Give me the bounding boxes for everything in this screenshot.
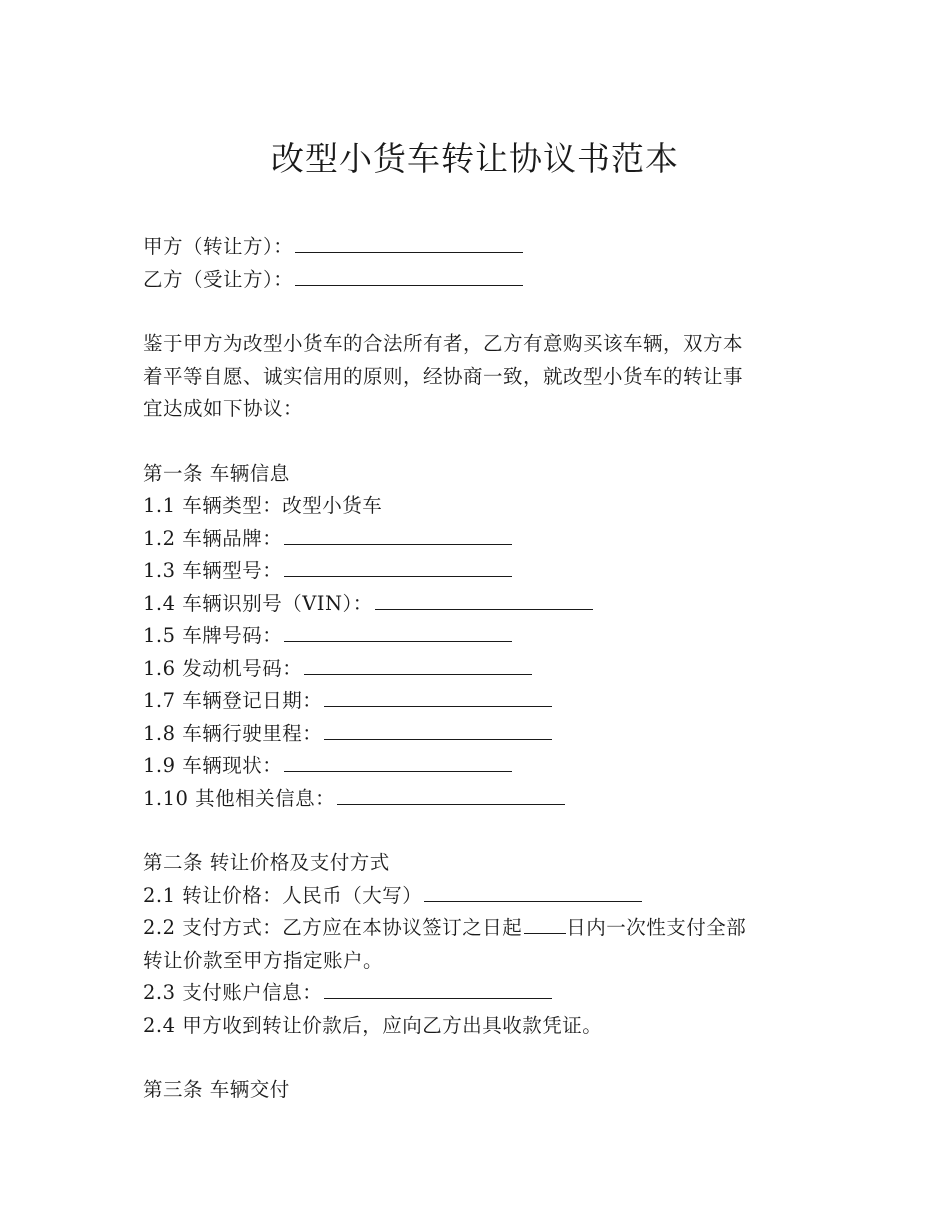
item-label: 1.2 车辆品牌： [143,527,283,550]
item-label-cont: 日内一次性支付全部 [566,916,747,939]
item-label: 1.9 车辆现状： [143,754,283,777]
vin-blank[interactable] [375,591,593,610]
article1-item-9 [143,750,512,778]
article2-item-2-cont: 转让价款至甲方指定账户。 [143,949,384,972]
item-label: 1.1 车辆类型：改型小货车 [143,494,383,517]
item-label: 1.3 车辆型号： [143,559,283,582]
brand-blank[interactable] [284,526,512,545]
party-b-label: 乙方（受让方）： [143,268,294,291]
article2-item-2 [143,912,746,940]
party-b-blank[interactable] [295,267,523,286]
article2-item-3 [143,977,552,1005]
item-label: 1.4 车辆识别号（VIN）： [143,592,373,615]
plate-blank[interactable] [284,623,512,642]
article1-item-2 [143,523,512,551]
registration-date-blank[interactable] [324,688,552,707]
item-label: 1.7 车辆登记日期： [143,689,323,712]
preamble-line-2: 着平等自愿、诚实信用的原则，经协商一致，就改型小货车的转让事 [143,365,744,388]
model-blank[interactable] [284,558,512,577]
preamble-line-1: 鉴于甲方为改型小货车的合法所有者，乙方有意购买该车辆，双方本 [143,332,744,355]
article1-item-3 [143,555,512,583]
article1-item-7 [143,685,552,713]
item-label: 1.6 发动机号码： [143,657,303,680]
item-label: 2.2 支付方式：乙方应在本协议签订之日起 [143,916,523,939]
party-a-label: 甲方（转让方）： [143,235,294,258]
mileage-blank[interactable] [324,721,552,740]
party-b-line [143,264,523,292]
engine-number-blank[interactable] [304,656,532,675]
item-label: 2.1 转让价格：人民币（大写） [143,884,423,907]
article2-item-4: 2.4 甲方收到转让价款后，应向乙方出具收款凭证。 [143,1014,603,1037]
article2-heading: 第二条 转让价格及支付方式 [143,851,390,874]
item-label: 1.5 车牌号码： [143,624,283,647]
article1-item-8 [143,718,552,746]
account-blank[interactable] [324,980,552,999]
item-label: 2.3 支付账户信息： [143,981,323,1004]
preamble-line-3: 宜达成如下协议： [143,397,304,420]
price-blank[interactable] [424,883,642,902]
article1-item-1 [143,490,382,518]
article1-item-10 [143,783,565,811]
article2-item-1 [143,880,642,908]
item-label: 1.8 车辆行驶里程： [143,722,323,745]
article3-heading: 第三条 车辆交付 [143,1078,290,1101]
item-label: 1.10 其他相关信息： [143,787,336,810]
document-title: 改型小货车转让协议书范本 [271,139,679,178]
party-a-blank[interactable] [295,234,523,253]
condition-blank[interactable] [284,753,512,772]
article1-item-6 [143,653,532,681]
article1-heading: 第一条 车辆信息 [143,462,290,485]
days-blank[interactable] [524,915,566,934]
article1-item-4 [143,588,593,616]
party-a-line [143,231,523,259]
article1-item-5 [143,620,512,648]
other-info-blank[interactable] [337,786,565,805]
